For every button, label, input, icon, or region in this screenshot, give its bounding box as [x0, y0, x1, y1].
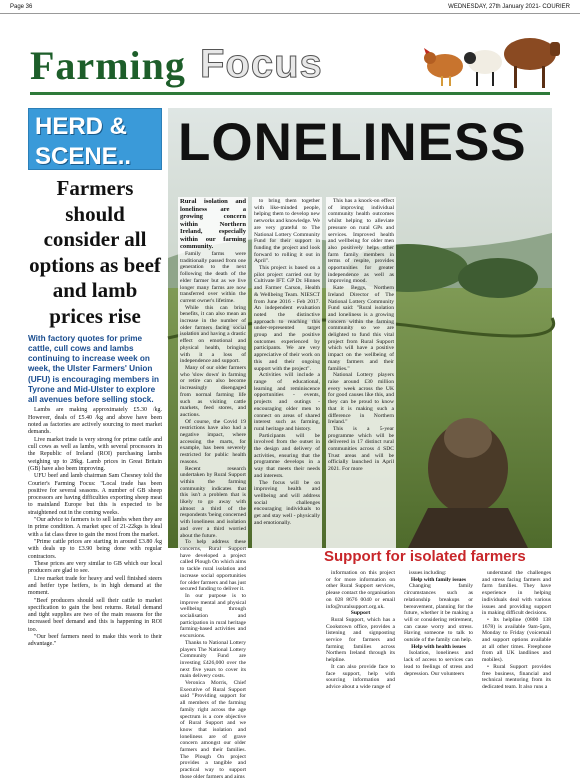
article-paragraph: to bring them together with like-minded people, helping them to develop new networks and knowledge. We are very grateful to The National Lottery Community Fund for their support in funding the project and look forward to rolling it out in April".: [254, 198, 320, 265]
herd-paragraph: Lambs are making approximately £5.30 /kg. However, deals of £5.40 /kg and above have been noted as factories are actively sourcing to meet market demands.: [28, 407, 162, 436]
page-number: Page 36: [10, 3, 33, 10]
masthead-focus: Focus: [200, 42, 323, 86]
herd-paragraph: UFU beef and lamb chairman Sam Chesney told the Courier's Farming Focus: "Local trade has been positive for several seasons. A number of GB sheep processors are having difficulties exporting sheep meat to mainland Europe but this is expected to be straightened out in the coming weeks.: [28, 473, 162, 516]
support-paragraph: Isolation, loneliness and lack of access to services can lead to feelings of stress and depression. Our volunteers: [404, 650, 473, 677]
herd-paragraph: These prices are very similar to GB which our local producers are glad to see.: [28, 560, 162, 575]
herd-scene-banner: [28, 108, 162, 170]
loneliness-headline: LONELINESS: [178, 113, 527, 172]
article-paragraph: This has a knock-on effect of improving individual community health outcomes whilst helping to alleviate pressure on rural GPs and services. Improved health and wellbeing for older men also positively helps other farm family members in terms of respite, provides opportunities for greater independence as well as improving mood.: [328, 198, 394, 285]
herd-body: [28, 407, 162, 648]
article-lead: Rural isolation and loneliness are a growing concern within Northern Ireland, especially within our farming community.: [180, 198, 246, 251]
article-paragraph: Thanks to National Lottery players The National Lottery Community Fund are investing £426,000 over the next five years to cover its main delivery costs.: [180, 639, 246, 680]
support-paragraph: • Rural Support provides free business, financial and technical mentoring from its dedicated team. It also runs a: [482, 663, 551, 690]
herd-paragraph: Live market trade is very strong for prime cattle and cull cows as well as lambs, with several processors in the Republic of Ireland (ROI) purchasing lambs weighing up to 28kg. Lamb prices in Great Britain (GB) have also been improving.: [28, 436, 162, 472]
support-column-2: [402, 569, 475, 729]
herd-paragraph: "Our advice to farmers is to sell lambs when they are in prime condition. A market spec of 21-22kgs is ideal with a fat class three to gain the most from the market.: [28, 517, 162, 538]
support-paragraph: Rural Support, which has a Cookstown office, provides a listening and signposting service for farmers and farming families across Northern Ireland through its helpline.: [326, 616, 395, 664]
article-paragraph: Family farms were traditionally passed from one generation to the next following the death of the elder farmer but as we live longer many farms are now transferred over within the current owner's lifetime.: [180, 251, 246, 304]
article-paragraph: This project is based on a pilot project carried out by Cultivate IFT. GP Dr. Hinnes and Farmer Carson, Health & Wellbeing Team. NIESCT from June 2016 - Feb 2017. An independent evaluation noted the distinctive approach to reaching this under-represented target group and the positive outcomes experienced by participants. We are very appreciative of their work on this and their ongoing support with the project".: [254, 265, 320, 372]
support-headline: Support for isolated farmers: [324, 548, 526, 565]
herd-title-line1: HERD &: [35, 113, 128, 140]
herd-title-line2: SCENE..: [35, 143, 132, 170]
herd-paragraph: "Beef producers should sell their cattle to market specification to gain the best returns. Retail demand and tight supplies are two of the main reasons for the increased beef demand and this is happening in ROI too.: [28, 597, 162, 633]
article-paragraph: Of course, the Covid 19 restrictions have also had a negative impact, where accessing the marts, for example, has been severely restricted for public health reasons.: [180, 418, 246, 465]
article-paragraph: Kate Beggs, Northern Ireland Director of The National Lottery Community Fund said: "Rural isolation and loneliness is a growing concern within the farming community so we are delighted to fund this vital project from Rural Support which will have a positive impact on the wellbeing of many farmers and their families.": [328, 285, 394, 372]
article-column-1: [178, 197, 248, 780]
masthead: [0, 14, 580, 104]
family-issues-subheading: Help with family issues: [410, 576, 467, 583]
article-paragraph: Recent research undertaken by Rural Support within the farming community indicates that this isn't a problem that is likely to go away with almost a third of the respondents 'being concerned with loneliness and isolation and over a third worried about the future.: [180, 465, 246, 539]
herd-lead: With factory quotes for prime cattle, cull cows and lambs continuing to increase week on week, the Ulster Farmers' Union (UFU) is encouraging members in Tyrone and Mid-Ulster to explore all avenues before selling stock.: [28, 333, 160, 405]
masthead-farming: Farming: [30, 43, 186, 88]
herd-paragraph: Live market trade for heavy and well finished steers and heifer type heifers, is in high demand at the moment.: [28, 575, 162, 597]
article-paragraph: Activities will include a range of educational, learning and reminiscence opportunities - events, projects and outings - encouraging older men to connect on areas of shared interest such as farming, rural heritage and history.: [254, 372, 320, 432]
farm-animals-icon: [390, 24, 560, 94]
article-paragraph: While this can bring benefits, it can also mean an increase in the number of older farmers facing social isolation and having a drastic effect on emotional and physical health, bringing with it a loss of independence and support.: [180, 304, 246, 365]
date-line: WEDNESDAY, 27th January 2021- COURIER: [448, 3, 570, 10]
article-paragraph: In our purpose is to improve mental and physical wellbeing through socialisation and participation in rural heritage farming-based activities and excursions.: [180, 592, 246, 640]
article-paragraph: This is a 5-year programme which will be delivered in 17 distinct rural communities across 4 SDC Trust areas and will be officially launched in April 2021. For more: [328, 425, 394, 473]
support-paragraph: • Its helpline (0800 138 1678) is available 9am-5pm, Monday to Friday (voicemail and support options available at all other times. Freephone from all UK landlines and mobiles).: [482, 616, 551, 664]
article-column-2: [252, 197, 322, 557]
support-paragraph: information on this project or for more information on other Rural Support services, please contact the organisation on 028 8676 0040 or email info@ruralsupport.org.uk.: [326, 570, 395, 610]
herd-paragraph: "Our beef farmers need to make this work to their advantage.": [28, 634, 162, 648]
support-paragraph: issues including:: [409, 570, 447, 576]
support-paragraph: understand the challenges and stress facing farmers and farm families. They have experience in helping individuals deal with various issues and providing support in making difficult decisions.: [482, 570, 551, 617]
article-paragraph: To help address these concerns, Rural Support have developed a project called Plough On which aims to tackle rural isolation and increase social opportunities for older farmers and has just secured funding to deliver it.: [180, 539, 246, 593]
article-paragraph: National Lottery players raise around £30 million every week across the UK for good causes like this, and they can be proud to know that it is making such a difference in Northern Ireland.": [328, 372, 394, 426]
herd-and-scene-column: [28, 108, 162, 728]
support-column-3: [480, 569, 553, 729]
article-paragraph: Participants will be involved from the outset in the design and delivery of activities, ensuring that the programme develops in a way that meets their needs and interests.: [254, 432, 320, 479]
support-paragraph: It can also provide face to face support, help with sourcing information and advice about a wide range of: [326, 663, 395, 690]
article-paragraph: The focus will be on improving health and wellbeing and will address social challenges encouraging individuals to get and stay well - physically and emotionally.: [254, 479, 320, 526]
herd-headline: Farmers should consider all options as beef and lamb prices rise: [29, 176, 161, 329]
support-paragraph: Changing family circumstances such as relationship breakups or bereavement, planning for the future, whether it be making a will or considering retirement, can cause worry and stress. Having someone to talk to outside of the family can help.: [404, 583, 473, 644]
support-subheading: Support: [350, 610, 371, 617]
herd-paragraph: "Prime cattle prices are starting in around £3.80 /kg with deals up to £3.90 being done with regular contractors.: [28, 539, 162, 560]
support-column-1: [324, 569, 397, 729]
health-issues-subheading: Help with health issues: [411, 643, 466, 650]
top-bar: [0, 0, 580, 14]
article-paragraph: Veronica Morris, Chief Executive of Rural Support said "Providing support for all members of the farming family right across the age spectrum is a core objective of Rural Support and we know that isolation and loneliness are of grave concern amongst our older farmers and their families. The Plough On project provides a tangible and practical way to support those older farmers and aims: [180, 680, 246, 780]
article-column-3: [326, 197, 396, 557]
article-paragraph: Many of our older farmers who 'slow down' in farming or retire can also become increasingly disengaged from normal farming life such as visiting cattle markets, feed stores, and auctions.: [180, 365, 246, 418]
